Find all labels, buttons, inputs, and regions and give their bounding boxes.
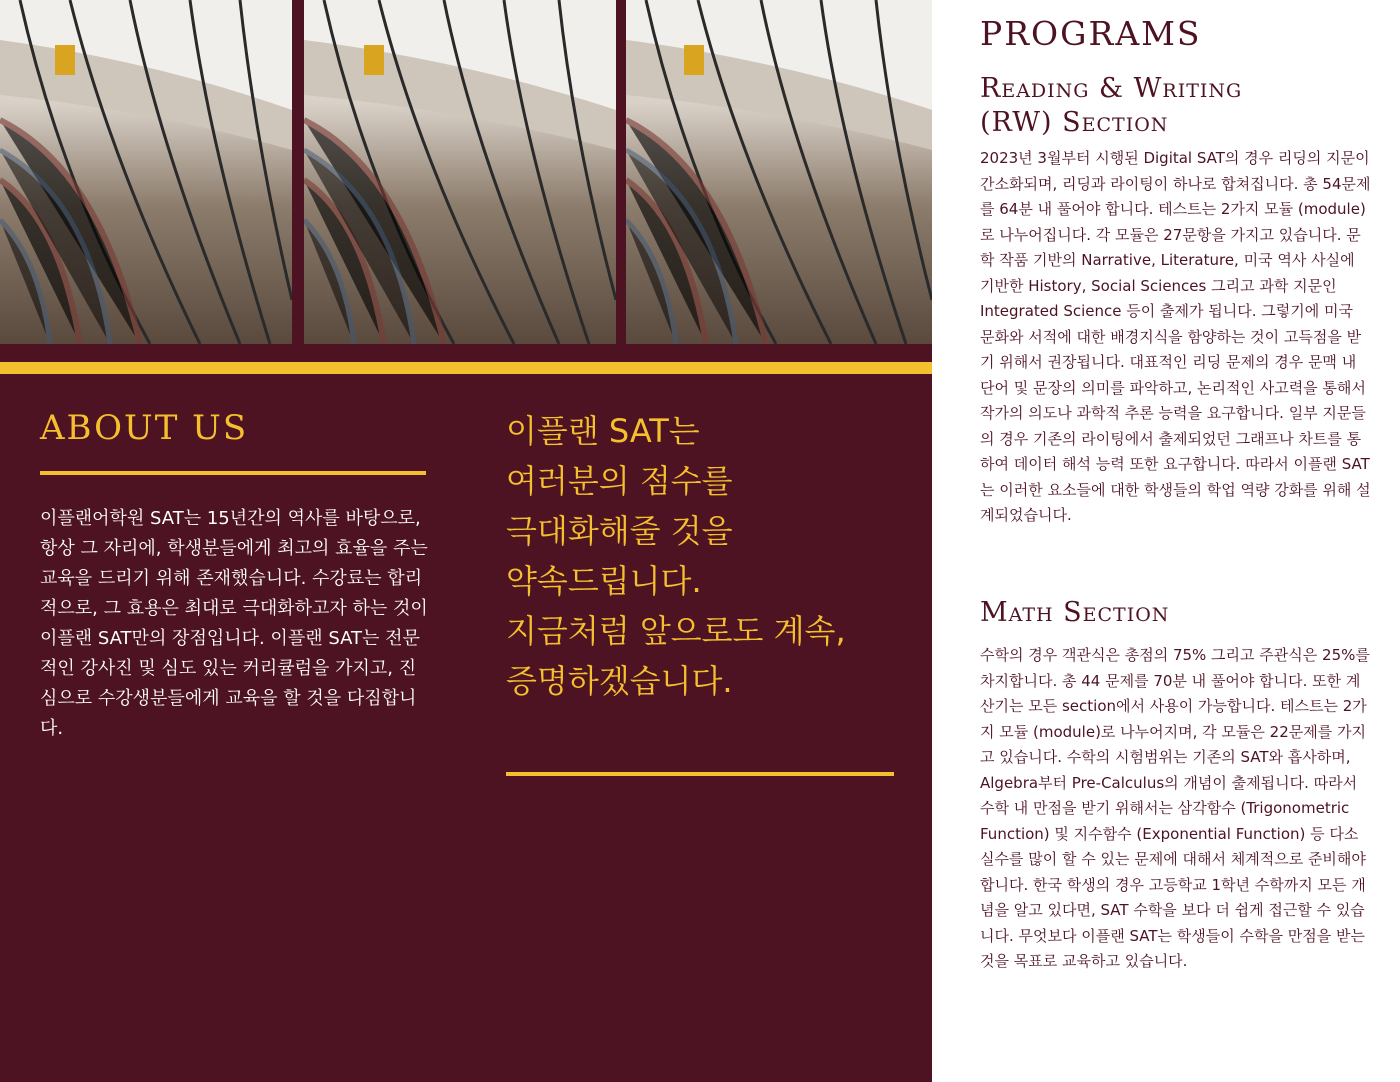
promise-underline (506, 772, 894, 776)
promise-line: 증명하겠습니다. (506, 662, 733, 700)
math-section-body: 수학의 경우 객관식은 총점의 75% 그리고 주관식은 25%를 차지합니다. 총 44 문제를 70분 내 풀어야 합니다. 또한 계산기는 모든 section에서 사용이 가능합니다. 테스트는 2가지 모듈 (module)로 나누어지며, 각 모듈은 22문제를 가지고 있습니다. 수학의 시험범위는 기존의 SAT와 흡사하며, Algebra부터 Pre-Calculus의 개념이 출제됩니다. 따라서 수학 내 만점을 받기 위해서는 삼각함수 (Trigonometric Function) 및 지수함수 (Exponential Function) 등 다소 실수를 많이 할 수 있는 문제에 대해서 체계적으로 준비해야 합니다. 한국 학생의 경우 고등학교 1학년 수학까지 모든 개념을 알고 있다면, SAT 수학을 보다 더 쉽게 접근할 수 있습니다. 무엇보다 이플랜 SAT는 학생들이 수학을 만점을 받는 것을 목표로 교육하고 있습니다. (980, 646, 1370, 970)
photo-strip (0, 0, 932, 344)
promise-line: 지금처럼 앞으로도 계속, (506, 612, 846, 650)
programs-panel (932, 0, 1400, 1082)
promise-line: 여러분의 점수를 (506, 462, 733, 500)
rw-section-heading (980, 72, 1242, 140)
library-bookshelves-graphic (304, 0, 616, 344)
promise-line: 약속드립니다. (506, 562, 702, 600)
promise-line: 극대화해줄 것을 (506, 512, 733, 550)
library-bookshelves-image (304, 0, 616, 344)
gold-divider-band (0, 362, 932, 374)
library-bookshelves-graphic (626, 0, 932, 344)
programs-heading: PROGRAMS (980, 14, 1202, 53)
promise-statement (506, 406, 906, 706)
rw-section-heading-line: Reading & Writing (980, 73, 1243, 104)
about-us-underline (40, 471, 426, 475)
promise-line: 이플랜 SAT는 (506, 412, 700, 450)
about-us-body: 이플랜어학원 SAT는 15년간의 역사를 바탕으로, 항상 그 자리에, 학생분들에게 최고의 효율을 주는 교육을 드리기 위해 존재했습니다. 수강료는 합리적으로, 그 효용은 최대로 극대화하고자 하는 것이 이플랜 SAT만의 장점입니다. 이플랜 SAT는 전문적인 강사진 및 심도 있는 커리큘럼을 가지고, 진심으로 수강생분들에게 교육을 할 것을 다짐합니다. (40, 508, 428, 739)
rw-section-heading-line: (RW) Section (980, 107, 1169, 138)
library-bookshelves-graphic (0, 0, 292, 344)
about-us-heading: ABOUT US (40, 408, 249, 448)
math-section-heading: Math Section (980, 597, 1170, 628)
rw-section-body: 2023년 3월부터 시행된 Digital SAT의 경우 리딩의 지문이 간소화되며, 리딩과 라이팅이 하나로 합쳐집니다. 총 54문제를 64분 내 풀어야 합니다. 테스트는 2가지 모듈 (module)로 나누어집니다. 각 모듈은 27문항을 가지고 있습니다. 문학 작품 기반의 Narrative, Literature, 미국 역사 사실에 기반한 History, Social Sciences 그리고 과학 지문인 Integrated Science 등이 출제가 됩니다. 그렇기에 미국 문화와 서적에 대한 배경지식을 함양하는 것이 고득점을 받기 위해서 권장됩니다. 대표적인 리딩 문제의 경우 문맥 내 단어 및 문장의 의미를 파악하고, 논리적인 사고력을 통해서 작가의 의도나 과학적 추론 능력을 요구합니다. 일부 지문들의 경우 기존의 라이팅에서 출제되었던 그래프나 차트를 통하여 데이터 해석 능력 또한 요구합니다. 따라서 이플랜 SAT는 이러한 요소들에 대한 학생들의 학업 역량 강화를 위해 설계되었습니다. (980, 149, 1371, 524)
library-bookshelves-image (626, 0, 932, 344)
library-bookshelves-image (0, 0, 292, 344)
